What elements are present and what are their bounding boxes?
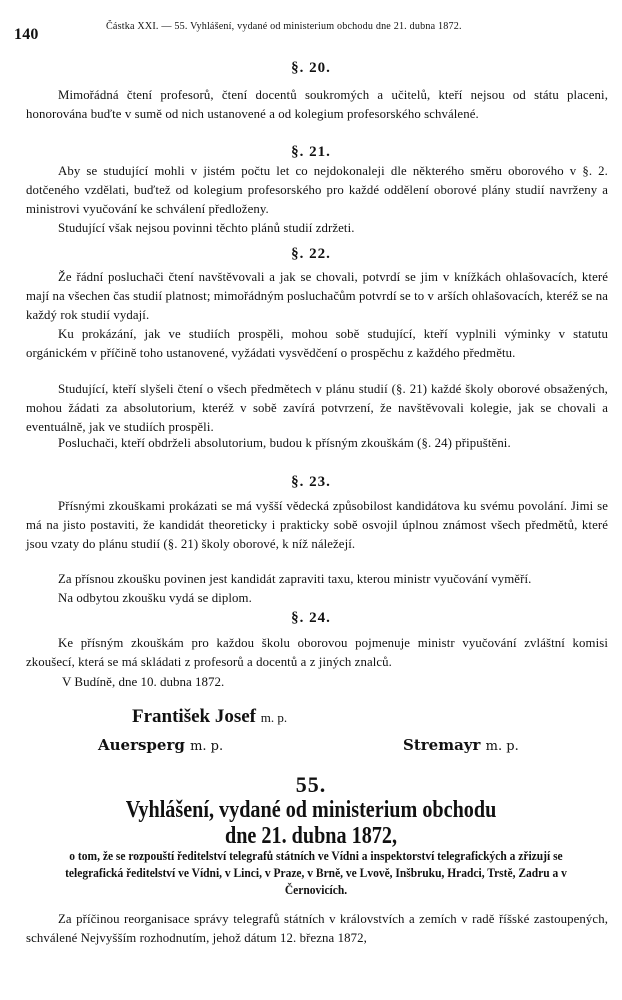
announcement-number: 55.: [295, 772, 327, 797]
paragraph-23-1: Přísnými zkouškami prokázati se má vyšší vědecká způsobilost kandidátova ku svému povolání. Jimi se má na jisto postaviti, že kandidát theoreticky i prakticky sobě osvojil úplnou známost všech předmětů, které jsou vzaty do plánu studií (§. 21) školy oborové, k níž náležejí.: [26, 499, 608, 552]
signer-main-name: František Josef: [132, 706, 257, 727]
paragraph-21-2: Studující však nejsou povinni těchto plánů studií zdržeti.: [58, 221, 355, 235]
section-heading-23: §. 23.: [291, 474, 331, 490]
signer-left-mp: m. p.: [190, 739, 224, 754]
signer-main-mp: m. p.: [260, 710, 288, 725]
paragraph-22-1: Že řádní posluchači čtení navštěvovali a jak se chovali, potvrdí se jim v knížkách ohlašovacích, které mají na všechen čas studií platnost; mimořádným posluchačům potvrdí se to v arších ohlašovacích, kteréž se na každý rok studií vydají.: [26, 270, 608, 323]
section-heading-21: §. 21.: [291, 144, 331, 160]
page-number: 140: [14, 26, 39, 43]
date-line: V Budíně, dne 10. dubna 1872.: [62, 674, 225, 689]
signature-right: [403, 736, 519, 754]
paragraph-20-1: Mimořádná čtení profesorů, čtení docentů soukromých a učitelů, kteří nejsou od státu placeni, honorována buďte v sumě od nich ustanovené a od kolegium profesorského schválené.: [26, 88, 608, 122]
section-heading-20: §. 20.: [291, 60, 331, 76]
section-heading-24: §. 24.: [291, 610, 331, 626]
paragraph-21-1: Aby se studující mohli v jistém počtu let co nejdokonaleji dle některého směru oborového v §. 2. dotčeného vzdělati, buďtež od kolegium profesorského pro každé oddělení oborové plány studií navrženy a ministrovi vyučování ke schválení předloženy.: [26, 164, 608, 217]
running-title: Částka XXI. — 55. Vyhlášení, vydané od ministerium obchodu dne 21. dubna 1872.: [106, 20, 462, 32]
paragraph-22-3: Studující, kteří slyšeli čtení o všech předmětech v plánu studií (§. 21) každé školy oborové obsažených, mohou žádati za absolutorium, kteréž v sobě zavírá potvrzení, že navštěvovali kolegie, jak se chovali a eventuálně, jak ve studiích prospěli.: [26, 382, 608, 435]
announcement-title-line1: Vyhlášení, vydané od ministerium obchodu: [125, 797, 497, 823]
page-header: [14, 18, 610, 43]
paragraph-22-2: Ku prokázání, jak ve studiích prospěli, mohou sobě studující, kteří vyplnili výminky v statutu orgánickém v příčině toho ustanovené, vyžádati vysvědčení o prospěchu z každého předmětu.: [26, 327, 608, 361]
signature-main: [132, 706, 287, 728]
paragraph-23-2: Za přísnou zkoušku povinen jest kandidát zapraviti taxu, kterou ministr vyučování vyměří.: [58, 572, 532, 586]
signer-right-mp: m. p.: [485, 739, 519, 754]
paragraph-22-4: Posluchači, kteří obdrželi absolutorium, budou k přísným zkouškám (§. 24) připuštěni.: [58, 436, 511, 450]
paragraph-23-3: Na odbytou zkoušku vydá se diplom.: [58, 591, 252, 605]
paragraph-24-1: Ke přísným zkouškám pro každou školu oborovou pojmenuje ministr vyučování zvláštní komisi zkoušecí, která se má skládati z profesorů a docentů a z jiných znalců.: [26, 636, 608, 670]
announcement-subtitle: o tom, že se rozpouští ředitelství telegrafů státních ve Vídni a inspektorství telegrafických a zřizují se telegrafická ředitelství ve Vídni, v Linci, v Praze, v Brně, ve Lvově, Inšbruku, Hradci, Trstě, Zadru a v Černovicích.: [65, 849, 567, 897]
signer-right-name: Stremayr: [403, 736, 481, 754]
signer-left-name: Auersperg: [98, 736, 185, 754]
announcement-title-line2: dne 21. dubna 1872,: [225, 823, 397, 849]
announcement-body: Za příčinou reorganisace správy telegrafů státních v královstvích a zemích v radě říšské zastoupených, schválené Nejvyšším rozhodnutím, jehož dátum 12. března 1872,: [26, 912, 608, 946]
section-heading-22: §. 22.: [291, 246, 331, 262]
signature-left: [98, 736, 223, 754]
